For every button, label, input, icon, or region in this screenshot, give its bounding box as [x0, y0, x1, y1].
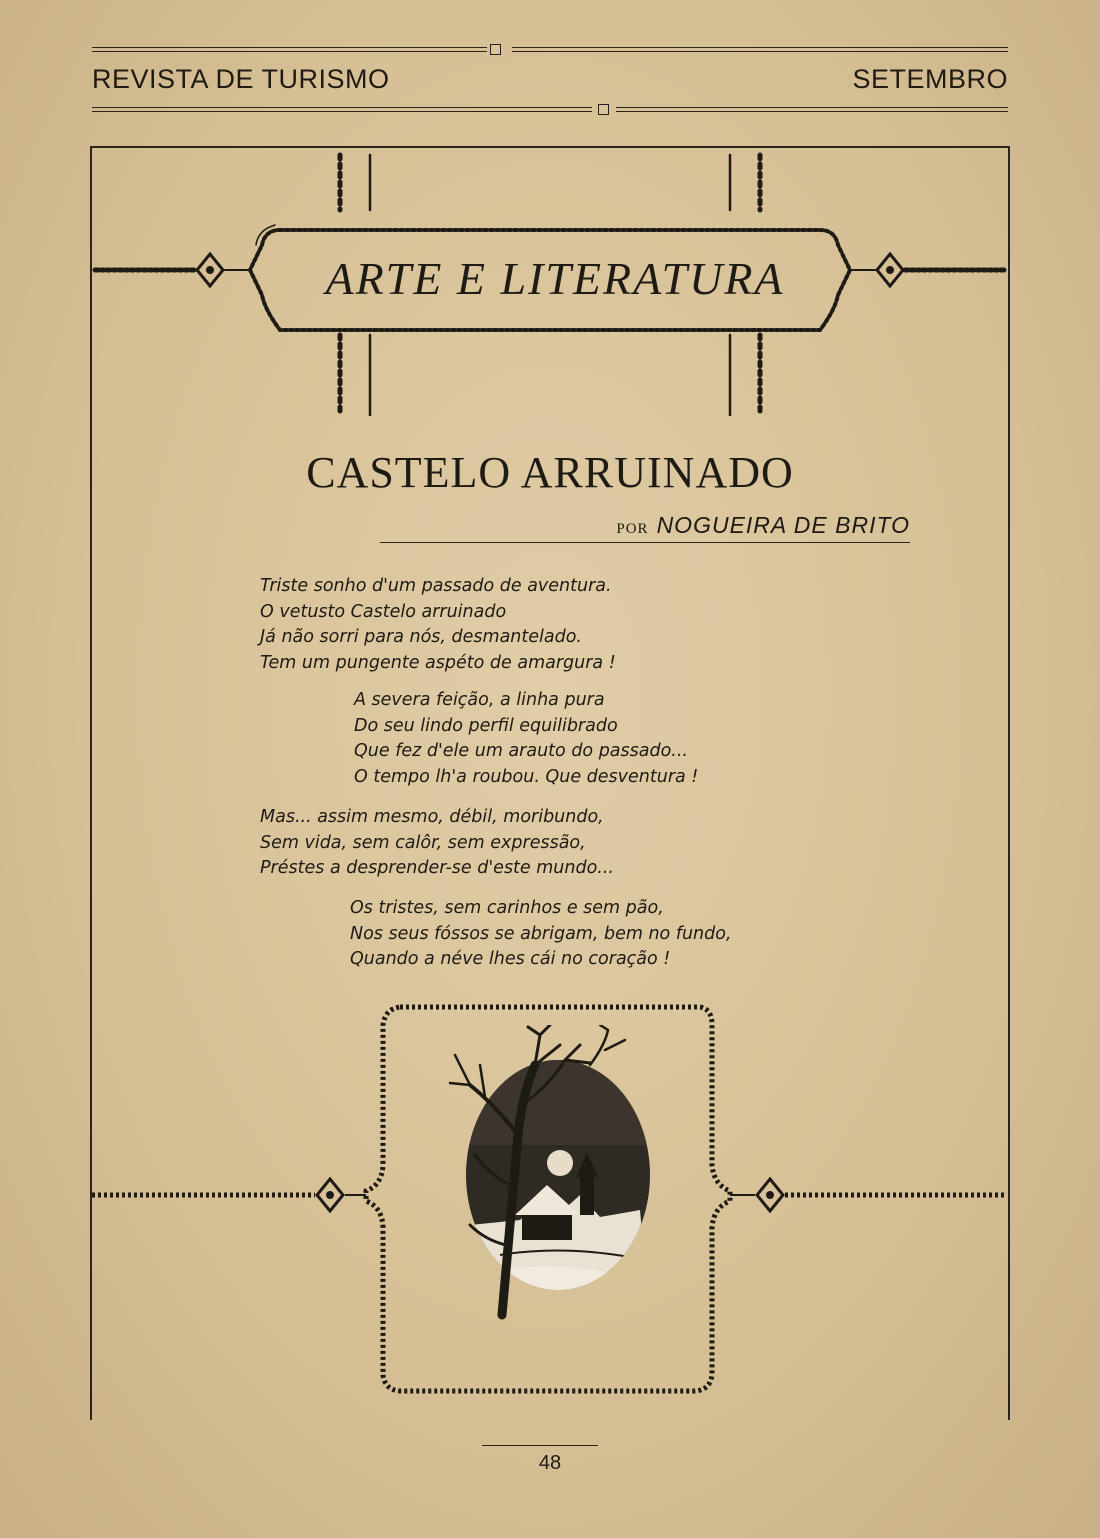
- header-rule-top-3: [512, 47, 1008, 48]
- header-rule-top-1: [92, 47, 487, 48]
- byline-prefix: POR: [616, 521, 649, 537]
- header-rule-bottom-2: [92, 111, 592, 112]
- header-rule-bottom-1: [92, 107, 592, 108]
- stanza-4: [350, 896, 732, 973]
- header-magazine-title: REVISTA DE TURISMO: [92, 64, 390, 94]
- header-rule-bottom-4: [616, 111, 1008, 112]
- stanza-2: [354, 688, 698, 790]
- verse-line: Mas... assim mesmo, débil, moribundo,: [260, 807, 604, 827]
- verse-line: Já não sorri para nós, desmantelado.: [260, 627, 582, 647]
- verse-line: Triste sonho d'um passado de aventura.: [260, 576, 612, 596]
- header-month: SETEMBRO: [852, 64, 1008, 94]
- verse-line: Sem vida, sem calôr, sem expressão,: [260, 832, 586, 853]
- header-square-ornament-bottom: [598, 104, 609, 115]
- header-rule-top-4: [512, 51, 1008, 52]
- header-rule-top-2: [92, 51, 487, 52]
- poem-title: CASTELO ARRUINADO: [306, 448, 794, 497]
- verse-line: Préstes a desprender-se d'este mundo...: [260, 858, 614, 878]
- section-title: ARTE E LITERATURA: [325, 253, 785, 304]
- byline: [616, 512, 910, 539]
- verse-line: Do seu lindo perfil equilibrado: [354, 715, 618, 736]
- verse-line: Os tristes, sem carinhos e sem pão,: [350, 898, 664, 918]
- author-name: NOGUEIRA DE BRITO: [656, 512, 910, 538]
- verse-line: Que fez d'ele um arauto do passado...: [354, 741, 688, 761]
- header-rule-bottom-3: [616, 107, 1008, 108]
- stanza-3: [260, 805, 614, 882]
- verse-line: O vetusto Castelo arruinado: [260, 601, 507, 622]
- footer-rule: [482, 1445, 598, 1446]
- verse-line: O tempo lh'a roubou. Que desventura !: [354, 766, 699, 787]
- verse-line: Quando a néve lhes cái no coração !: [350, 949, 671, 969]
- winter-castle-vignette-image: [440, 1025, 665, 1325]
- header-square-ornament-top: [490, 44, 501, 55]
- stanza-1: [260, 574, 616, 676]
- verse-line: Nos seus fóssos se abrigam, bem no fundo,: [350, 923, 732, 944]
- verse-line: A severa feição, a linha pura: [354, 690, 605, 710]
- byline-underline: [380, 542, 910, 543]
- verse-line: Tem um pungente aspéto de amargura !: [260, 652, 616, 673]
- page-number: 48: [538, 1452, 562, 1474]
